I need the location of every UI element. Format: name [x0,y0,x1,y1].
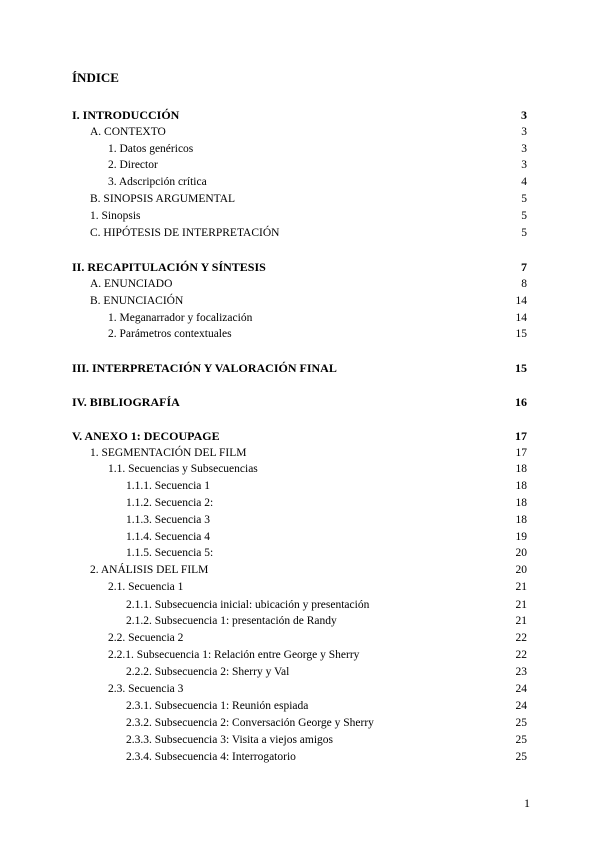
toc-entry-page: 17 [515,429,527,443]
toc-entry-label: 2. ANÁLISIS DEL FILM [90,564,209,576]
toc-entry-page: 3 [521,126,527,138]
toc-entry-page: 14 [515,295,527,307]
toc-entry[interactable] [72,191,527,207]
toc-entry-label: 1.1.1. Secuencia 1 [126,480,210,492]
toc-entry[interactable] [72,478,527,494]
toc-entry-page: 25 [515,751,527,763]
toc-entry-label: A. ENUNCIADO [90,278,173,290]
toc-entry-page: 16 [515,395,527,409]
toc-entry-label: II. RECAPITULACIÓN Y SÍNTESIS [72,260,266,274]
toc-entry[interactable] [72,749,527,765]
toc-entry-page: 14 [515,312,527,324]
toc-entry-page: 18 [515,480,527,492]
toc-entry-page: 21 [515,581,527,593]
toc-entry-label: III. INTERPRETACIÓN Y VALORACIÓN FINAL [72,361,337,375]
toc-entry-label: B. SINOPSIS ARGUMENTAL [90,193,236,205]
toc-entry-label: 1. SEGMENTACIÓN DEL FILM [90,447,247,459]
toc-entry-label: 1.1.4. Secuencia 4 [126,531,210,543]
toc-entry-page: 8 [521,278,527,290]
toc-entry[interactable] [72,141,527,157]
toc-entry-page: 22 [515,649,527,661]
toc-entry-label: 2.3.3. Subsecuencia 3: Visita a viejos amigos [126,734,334,746]
toc-entry[interactable] [72,276,527,292]
toc-entry-label: 1. Meganarrador y focalización [108,312,253,324]
toc-entry-page: 5 [521,210,527,222]
toc-entry-page: 20 [515,564,527,576]
toc-entry-page: 23 [515,666,527,678]
toc-entry-page: 5 [521,193,527,205]
toc-entry[interactable] [72,124,527,140]
toc-entry-label: 2.1.1. Subsecuencia inicial: ubicación y presentación [126,599,370,611]
toc-entry[interactable] [72,579,527,595]
toc-entry-page: 15 [515,361,527,375]
toc-entry-label: 1.1. Secuencias y Subsecuencias [108,463,258,475]
toc-entry[interactable] [72,208,527,224]
toc-entry[interactable] [72,310,527,326]
toc-entry[interactable] [72,613,527,629]
toc-entry[interactable] [72,664,527,680]
page-title: ÍNDICE [72,70,119,85]
toc-entry-page: 25 [515,734,527,746]
toc-entry-label: 2. Parámetros contextuales [108,328,232,340]
toc-entry-label: 2.3. Secuencia 3 [108,683,184,695]
toc-entry-label: 1.1.5. Secuencia 5: [126,547,214,559]
toc-entry-label: 2.2.1. Subsecuencia 1: Relación entre George y Sherry [108,649,360,661]
toc-entry[interactable] [72,597,527,613]
toc-entry-page: 3 [521,108,527,122]
toc-entry-label: 3. Adscripción crítica [108,176,207,188]
toc-entry-label: 1.1.3. Secuencia 3 [126,514,210,526]
toc-entry[interactable] [72,495,527,511]
toc-entry-page: 18 [515,463,527,475]
toc-entry-page: 7 [521,260,527,274]
toc-entry-label: IV. BIBLIOGRAFÍA [72,395,180,409]
toc-entry-page: 17 [515,447,527,459]
toc-entry-page: 24 [515,700,527,712]
toc-entry-label: 2.2.2. Subsecuencia 2: Sherry y Val [126,666,290,678]
toc-entry[interactable] [72,461,527,477]
toc-entry-page: 18 [515,514,527,526]
toc-entry[interactable] [72,732,527,748]
toc-entry[interactable] [72,698,527,714]
toc-entry-page: 21 [515,599,527,611]
toc-entry-page: 18 [515,497,527,509]
toc-entry[interactable] [72,428,527,444]
toc-entry-label: 2.1.2. Subsecuencia 1: presentación de Randy [126,615,337,627]
toc-entry[interactable] [72,259,527,275]
toc-entry-label: 2.3.2. Subsecuencia 2: Conversación George y Sherry [126,717,374,729]
toc-entry-page: 22 [515,632,527,644]
toc-entry-label: 1. Datos genéricos [108,143,194,155]
toc-entry[interactable] [72,545,527,561]
toc-entry-label: 1.1.2. Secuencia 2: [126,497,214,509]
toc-entry-label: 2. Director [108,159,158,171]
toc-entry-label: 2.1. Secuencia 1 [108,581,184,593]
toc-entry-page: 3 [521,143,527,155]
toc-entry[interactable] [72,647,527,663]
toc-entry[interactable] [72,512,527,528]
toc-entry-label: C. HIPÓTESIS DE INTERPRETACIÓN [90,227,280,239]
toc-entry[interactable] [72,157,527,173]
toc-entry-label: I. INTRODUCCIÓN [72,108,180,122]
toc-entry-page: 3 [521,159,527,171]
footer-page-number: 1 [524,796,530,810]
toc-entry-page: 15 [515,328,527,340]
table-of-contents [72,0,527,848]
toc-entry-page: 20 [515,547,527,559]
toc-entry[interactable] [72,293,527,309]
toc-entry-page: 5 [521,227,527,239]
toc-entry-label: 2.3.1. Subsecuencia 1: Reunión espiada [126,700,309,712]
toc-entry-page: 24 [515,683,527,695]
toc-entry[interactable] [72,630,527,646]
toc-entry[interactable] [72,326,527,342]
toc-entry-page: 4 [521,176,527,188]
toc-entry[interactable] [72,715,527,731]
toc-entry[interactable] [72,445,527,461]
toc-entry-label: A. CONTEXTO [90,126,166,138]
toc-entry-label: 1. Sinopsis [90,210,141,222]
toc-entry[interactable] [72,360,527,376]
toc-entry-page: 25 [515,717,527,729]
toc-entry-page: 21 [515,615,527,627]
toc-entry[interactable] [72,107,527,123]
toc-entry-label: V. ANEXO 1: DECOUPAGE [72,429,220,443]
toc-entry[interactable] [72,681,527,697]
toc-entry[interactable] [72,529,527,545]
toc-entry-label: 2.2. Secuencia 2 [108,632,184,644]
toc-entry-label: B. ENUNCIACIÓN [90,295,184,307]
toc-entry[interactable] [72,225,527,241]
toc-entry[interactable] [72,174,527,190]
toc-entry[interactable] [72,562,527,578]
toc-entry-page: 19 [515,531,527,543]
toc-entry-label: 2.3.4. Subsecuencia 4: Interrogatorio [126,751,296,763]
toc-entry[interactable] [72,394,527,410]
